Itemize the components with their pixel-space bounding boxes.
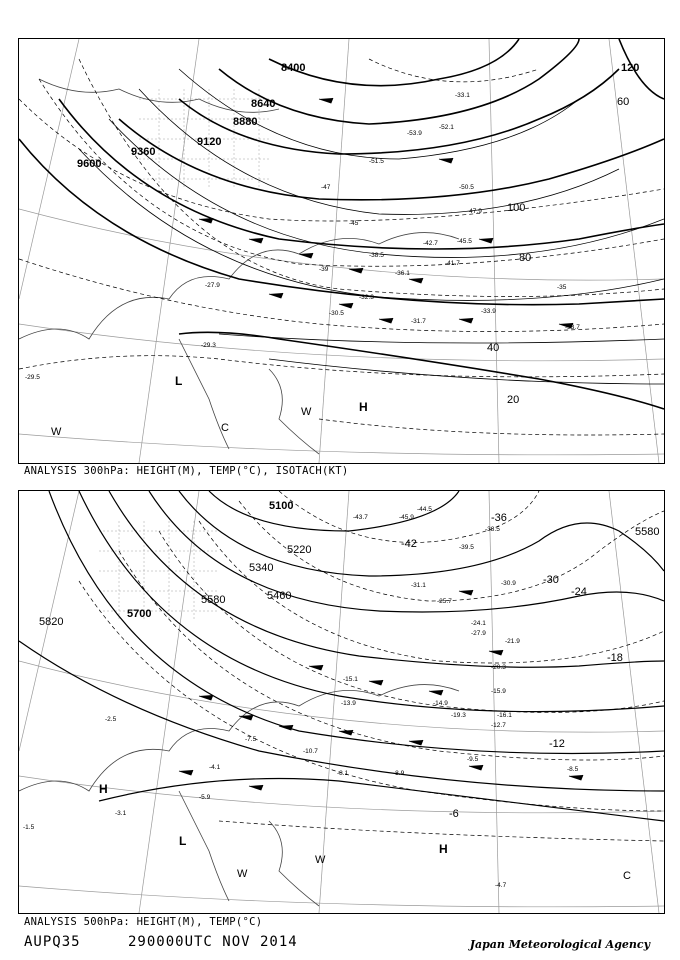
pressure-center-label: H bbox=[439, 842, 448, 856]
temp-label: -8.1 bbox=[337, 770, 349, 777]
caption-300hpa: ANALYSIS 300hPa: HEIGHT(M), TEMP(°C), ISOTACH(KT) bbox=[24, 465, 349, 477]
chart-id: AUPQ35 bbox=[24, 934, 81, 950]
isotachs bbox=[79, 69, 664, 384]
temp-label: -15.1 bbox=[343, 676, 358, 683]
isotherm-label: -36 bbox=[491, 512, 507, 524]
temp-label: -12.7 bbox=[491, 722, 506, 729]
agency-name: Japan Meteorological Agency bbox=[469, 938, 650, 951]
temp-label: -4.7 bbox=[495, 882, 507, 889]
height-label: 9120 bbox=[197, 136, 222, 148]
isotach-labels bbox=[487, 62, 639, 406]
temp-label: -9.5 bbox=[467, 756, 479, 763]
temp-label: -33.1 bbox=[455, 92, 470, 99]
pressure-centers bbox=[51, 374, 368, 438]
temp-label: -51.5 bbox=[369, 158, 384, 165]
isotach-label: 20 bbox=[507, 394, 520, 406]
pressure-center-label: W bbox=[315, 854, 326, 866]
isotherm-label: -12 bbox=[549, 738, 565, 750]
panel-500hpa-map bbox=[18, 490, 665, 914]
temp-label: -27.9 bbox=[471, 630, 486, 637]
temp-label: -14.9 bbox=[433, 700, 448, 707]
isotherm-label: -18 bbox=[607, 652, 623, 664]
temp-label: -30.5 bbox=[329, 310, 344, 317]
temp-label: -52.1 bbox=[439, 124, 454, 131]
temp-label: -30.9 bbox=[501, 580, 516, 587]
pressure-center-label: W bbox=[237, 868, 248, 880]
temp-label: -1.5 bbox=[23, 824, 35, 831]
temp-label: -41.7 bbox=[445, 260, 460, 267]
temp-label: -36.1 bbox=[395, 270, 410, 277]
temp-label: -25.7 bbox=[437, 598, 452, 605]
temp-label: -29.5 bbox=[25, 374, 40, 381]
temp-label: -50.5 bbox=[459, 184, 474, 191]
temp-label: -27.9 bbox=[205, 282, 220, 289]
pressure-center-label: L bbox=[175, 374, 183, 388]
temp-label: -8.9 bbox=[393, 770, 405, 777]
pressure-center-label: H bbox=[359, 400, 368, 414]
height-label: 8640 bbox=[251, 98, 276, 110]
height-label: 8400 bbox=[281, 62, 306, 74]
map-300hpa bbox=[19, 39, 664, 463]
temp-label: -33.7 bbox=[565, 324, 580, 331]
height-label: 8880 bbox=[233, 116, 258, 128]
pressure-center-label: W bbox=[301, 406, 312, 418]
pressure-center-label: H bbox=[99, 782, 108, 796]
isotach-label: 40 bbox=[487, 342, 500, 354]
temp-label: -8.5 bbox=[567, 766, 579, 773]
isotach-label: 80 bbox=[519, 252, 532, 264]
height-labels bbox=[39, 500, 659, 628]
height-label: 5220 bbox=[287, 544, 312, 556]
temp-label: -38.5 bbox=[485, 526, 500, 533]
height-label: 9600 bbox=[77, 158, 102, 170]
isotach-label: 120 bbox=[621, 62, 640, 74]
height-label: 9360 bbox=[131, 146, 156, 158]
temp-label: -21.9 bbox=[505, 638, 520, 645]
temp-label: -45 bbox=[349, 220, 359, 227]
temp-label: -29.3 bbox=[201, 342, 216, 349]
height-labels bbox=[77, 62, 305, 170]
isotach-label: 60 bbox=[617, 96, 630, 108]
temp-label: -44.5 bbox=[417, 506, 432, 513]
isotherm-labels bbox=[401, 512, 623, 820]
pressure-centers bbox=[99, 782, 631, 882]
temp-label: -3.1 bbox=[115, 810, 127, 817]
pressure-center-label: L bbox=[179, 834, 187, 848]
height-label: 5820 bbox=[39, 616, 64, 628]
temp-label: -42.7 bbox=[423, 240, 438, 247]
temp-label: -47.9 bbox=[467, 208, 482, 215]
temp-label: -19.3 bbox=[451, 712, 466, 719]
temp-label: -31.7 bbox=[411, 318, 426, 325]
temperature-labels bbox=[25, 92, 580, 381]
temp-label: -4.1 bbox=[209, 764, 221, 771]
temp-label: -38.5 bbox=[369, 252, 384, 259]
temp-label: -39.5 bbox=[459, 544, 474, 551]
height-contours bbox=[19, 39, 664, 409]
height-label: 5700 bbox=[127, 608, 152, 620]
temp-label: -53.9 bbox=[407, 130, 422, 137]
temp-label: -16.1 bbox=[497, 712, 512, 719]
temp-label: -24.1 bbox=[471, 620, 486, 627]
temp-label: -15.9 bbox=[491, 688, 506, 695]
isotherm-label: -30 bbox=[543, 574, 559, 586]
height-label: 5580 bbox=[635, 526, 660, 538]
pressure-center-label: C bbox=[623, 870, 631, 882]
isotherm-label: -42 bbox=[401, 538, 417, 550]
temp-label: -10.7 bbox=[303, 748, 318, 755]
coastlines bbox=[19, 79, 459, 454]
valid-time: 290000UTC NOV 2014 bbox=[128, 934, 298, 950]
temp-label: -7.5 bbox=[245, 736, 257, 743]
wind-barbs bbox=[179, 590, 583, 790]
temperature-labels bbox=[23, 506, 579, 889]
isotach-label: 100 bbox=[507, 202, 526, 214]
pressure-center-label: C bbox=[221, 422, 229, 434]
height-label: 5100 bbox=[269, 500, 294, 512]
height-label: 5340 bbox=[249, 562, 274, 574]
temp-label: -39 bbox=[319, 266, 329, 273]
temp-label: -47 bbox=[321, 184, 331, 191]
isotherm-label: -24 bbox=[571, 586, 587, 598]
temp-label: -32.3 bbox=[359, 294, 374, 301]
temp-label: -43.7 bbox=[353, 514, 368, 521]
temp-label: -31.1 bbox=[411, 582, 426, 589]
temp-label: -2.5 bbox=[105, 716, 117, 723]
caption-500hpa: ANALYSIS 500hPa: HEIGHT(M), TEMP(°C) bbox=[24, 916, 263, 928]
temp-label: -35 bbox=[557, 284, 567, 291]
pressure-center-label: W bbox=[51, 426, 62, 438]
isotherm-label: -6 bbox=[449, 808, 459, 820]
temp-label: -5.9 bbox=[199, 794, 211, 801]
temp-label: -33.9 bbox=[481, 308, 496, 315]
height-label: 5580 bbox=[201, 594, 226, 606]
graticule bbox=[19, 39, 664, 463]
map-500hpa bbox=[19, 491, 664, 913]
temp-label: -45.5 bbox=[457, 238, 472, 245]
temp-label: -45.9 bbox=[399, 514, 414, 521]
temp-label: -20.3 bbox=[491, 664, 506, 671]
height-label: 5460 bbox=[267, 590, 292, 602]
temp-label: -13.9 bbox=[341, 700, 356, 707]
panel-300hpa-map bbox=[18, 38, 665, 464]
